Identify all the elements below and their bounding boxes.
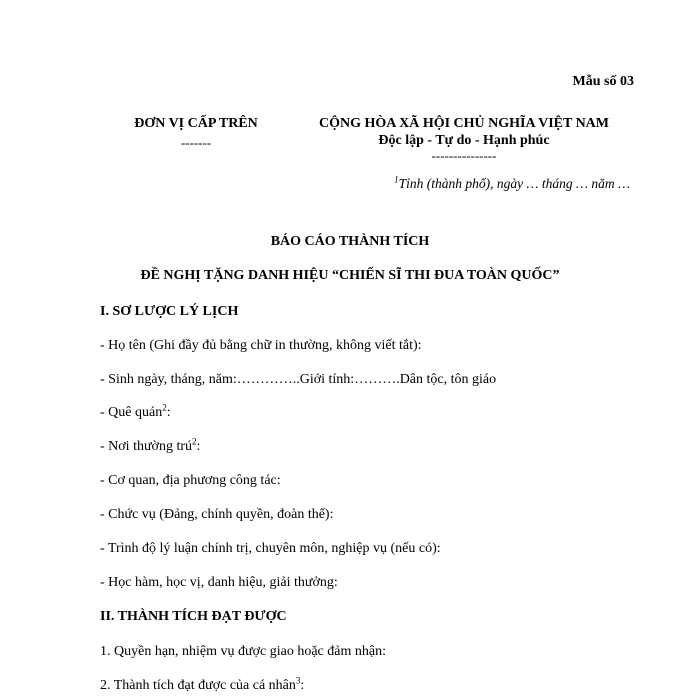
item-achievements-label: 2. Thành tích đạt được của cá nhân: [100, 678, 296, 693]
field-workplace: - Cơ quan, địa phương công tác:: [100, 473, 281, 488]
field-titles-awards: - Học hàm, học vị, danh hiệu, giải thưởng:: [100, 575, 338, 590]
agency-underline: -------: [180, 135, 212, 150]
item-achievements-colon: :: [300, 678, 305, 693]
footnote-marker: 2: [162, 402, 167, 413]
footnote-marker: 1: [394, 174, 399, 185]
item-duties: 1. Quyền hạn, nhiệm vụ được giao hoặc đảm nhận:: [100, 644, 386, 659]
form-number: Mẫu số 03: [572, 74, 634, 89]
place-date-text: Tỉnh (thành phố), ngày … tháng … năm …: [398, 176, 630, 191]
national-title: CỘNG HÒA XÃ HỘI CHỦ NGHĨA VIỆT NAM: [318, 116, 609, 131]
issuing-agency: ĐƠN VỊ CẤP TRÊN: [134, 116, 258, 131]
document-subtitle: ĐỀ NGHỊ TẶNG DANH HIỆU “CHIẾN SĨ THI ĐUA TOÀN QUỐC”: [140, 268, 560, 283]
section-heading-biography: I. SƠ LƯỢC LÝ LỊCH: [100, 304, 239, 319]
field-hometown-colon: :: [166, 405, 171, 420]
footnote-marker: 3: [295, 675, 301, 686]
field-position: - Chức vụ (Đảng, chính quyền, đoàn thể):: [100, 507, 334, 522]
national-motto: Độc lập - Tự do - Hạnh phúc: [378, 133, 550, 148]
footnote-marker: 2: [192, 436, 197, 447]
place-and-date: [394, 176, 630, 192]
field-full-name: - Họ tên (Ghi đầy đủ bằng chữ in thường, không viết tắt):: [100, 338, 422, 353]
field-education: - Trình độ lý luận chính trị, chuyên môn, nghiệp vụ (nếu có):: [100, 541, 441, 556]
item-achievements: [100, 675, 305, 694]
field-residence-label: - Nơi thường trú: [100, 439, 192, 454]
section-heading-achievements: II. THÀNH TÍCH ĐẠT ĐƯỢC: [100, 609, 287, 624]
document-title: BÁO CÁO THÀNH TÍCH: [270, 234, 430, 249]
field-residence-colon: :: [196, 439, 201, 454]
field-hometown-label: - Quê quán: [100, 405, 163, 420]
motto-underline: ---------------: [431, 148, 497, 163]
field-residence: [100, 436, 201, 455]
field-hometown: [100, 402, 171, 421]
field-birth-gender-ethnicity: - Sinh ngày, tháng, năm:…………..Giới tính:……….Dân tộc, tôn giáo: [100, 372, 497, 387]
